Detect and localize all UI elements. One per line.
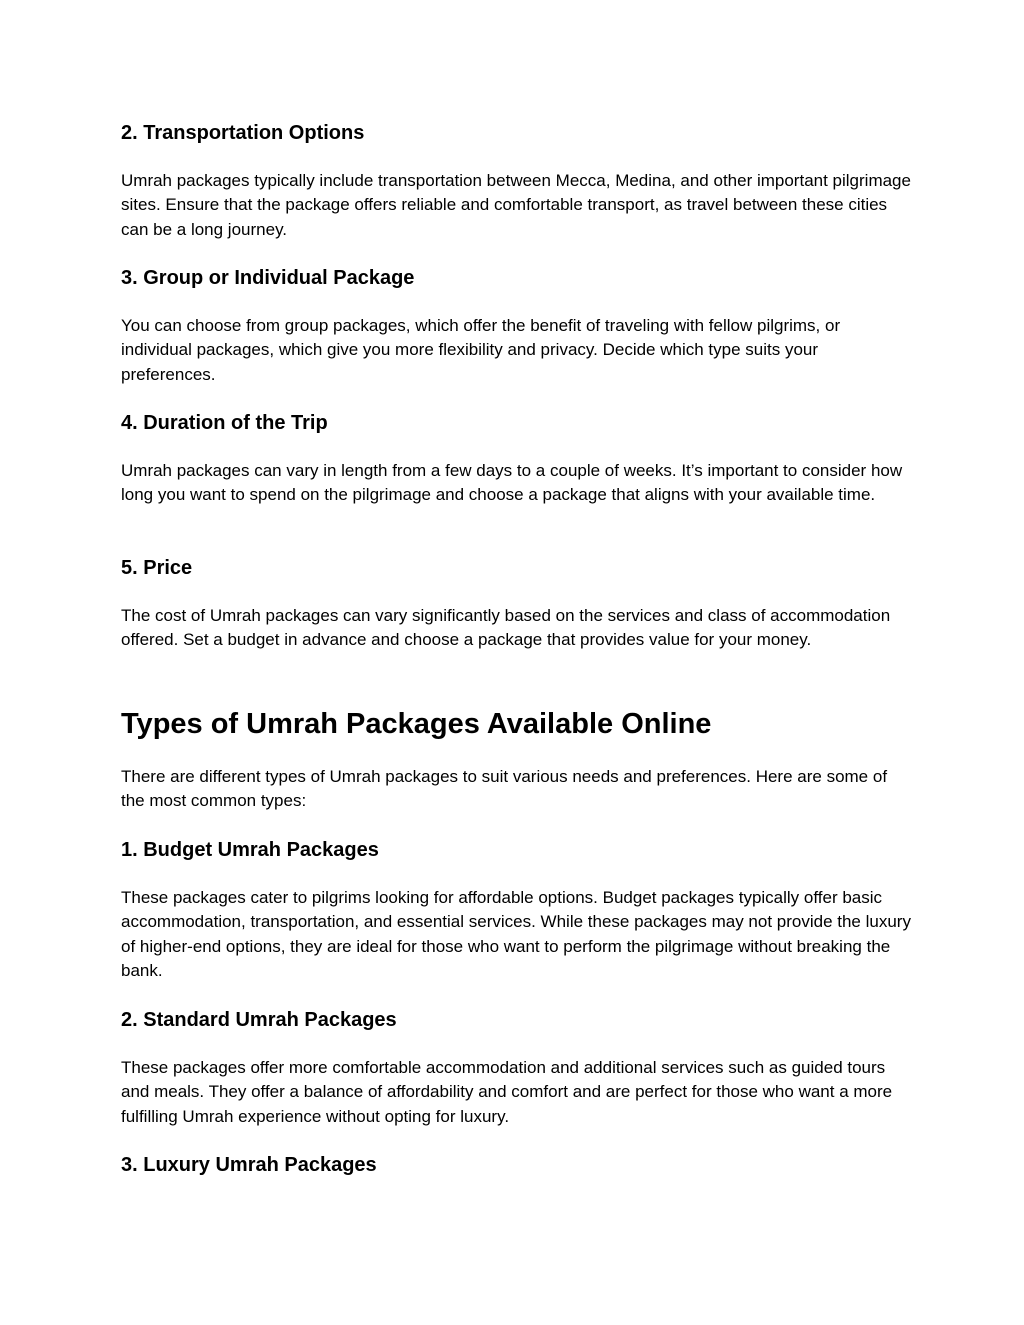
heading-price: 5. Price bbox=[121, 557, 193, 579]
heading-standard-packages: 2. Standard Umrah Packages bbox=[121, 1009, 397, 1031]
paragraph-group-or-individual: You can choose from group packages, which offer the benefit of traveling with fellow pilgrims, or individual packages, which give you more flexibility and privacy. Decide which type suits your preferences. bbox=[121, 316, 841, 384]
heading-budget-packages: 1. Budget Umrah Packages bbox=[121, 839, 379, 861]
paragraph-budget-packages: These packages cater to pilgrims looking for affordable options. Budget packages typically offer basic accommodation, transportation, and essential services. While these packages may not provide the luxury of higher-end options, they are ideal for those who want to perform the pilgrimage without breaking the bank. bbox=[121, 888, 911, 981]
heading-transportation-options: 2. Transportation Options bbox=[121, 122, 365, 144]
heading-duration: 4. Duration of the Trip bbox=[121, 412, 328, 434]
paragraph-price: The cost of Umrah packages can vary significantly based on the services and class of accommodation offered. Set a budget in advance and choose a package that provides value for your money. bbox=[121, 606, 891, 650]
paragraph-standard-packages: These packages offer more comfortable accommodation and additional services such as guided tours and meals. They offer a balance of affordability and comfort and are perfect for those who want a more fulfilling Umrah experience without opting for luxury. bbox=[121, 1058, 893, 1126]
paragraph-duration: Umrah packages can vary in length from a few days to a couple of weeks. It’s important to consider how long you want to spend on the pilgrimage and choose a package that aligns with your available time. bbox=[121, 461, 903, 505]
heading-types-of-packages: Types of Umrah Packages Available Online bbox=[121, 708, 712, 740]
heading-group-or-individual: 3. Group or Individual Package bbox=[121, 267, 415, 289]
heading-luxury-packages: 3. Luxury Umrah Packages bbox=[121, 1154, 377, 1176]
paragraph-transportation-options: Umrah packages typically include transportation between Mecca, Medina, and other important pilgrimage sites. Ensure that the package offers reliable and comfortable transport, as travel between these cities can be a long journey. bbox=[121, 171, 911, 239]
paragraph-types-intro: There are different types of Umrah packages to suit various needs and preferences. Here are some of the most common types: bbox=[121, 767, 888, 811]
